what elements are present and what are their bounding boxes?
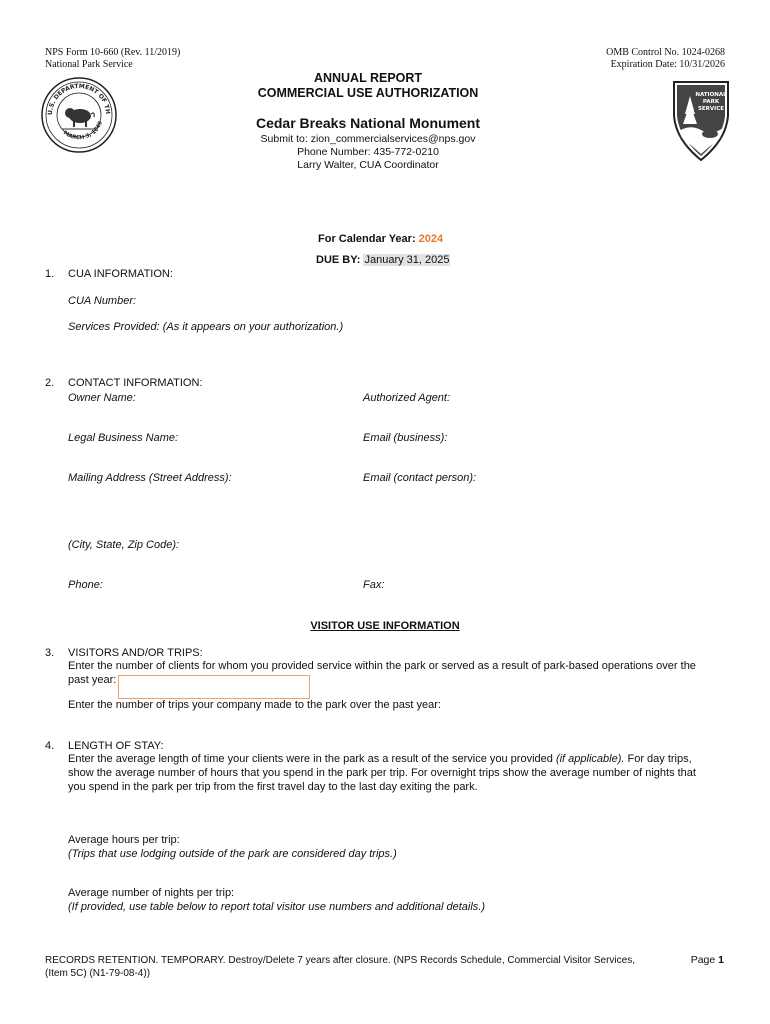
coordinator-name: Larry Walter, CUA Coordinator [297, 159, 439, 171]
average-hours-note: (Trips that use lodging outside of the park are considered day trips.) [68, 848, 397, 860]
expiration-date: Expiration Date: 10/31/2026 [610, 59, 725, 70]
park-name: Cedar Breaks National Monument [255, 115, 481, 131]
agency-name: National Park Service [45, 59, 133, 70]
email-contact-label: Email (contact person): [363, 472, 477, 484]
section-1-heading: CUA INFORMATION: [68, 268, 173, 280]
page-label: Page [690, 954, 719, 966]
nps-text-park: PARK [702, 99, 720, 105]
page-number-value: 1 [718, 954, 724, 966]
length-of-stay-line2: show the average number of hours that you spend in the park per trip. For overnight trips show the average number of nights that [68, 767, 696, 779]
calendar-year-value[interactable]: 2024 [418, 233, 444, 245]
owner-name-label: Owner Name: [68, 392, 136, 404]
authorized-agent-label: Authorized Agent: [363, 392, 451, 404]
visitors-instruction-line1: Enter the number of clients for whom you provided service within the park or served as a result of park-based operations over the [68, 660, 696, 672]
nps-text-service: SERVICE [697, 106, 725, 112]
omb-number: OMB Control No. 1024-0268 [606, 47, 725, 58]
mailing-address-label: Mailing Address (Street Address): [68, 472, 232, 484]
average-nights-label: Average number of nights per trip: [68, 887, 235, 899]
length-of-stay-line1-a: Enter the average length of time your clients were in the park as a result of the service you provided [68, 753, 556, 765]
email-business-label: Email (business): [363, 432, 448, 444]
clients-count-input[interactable] [118, 675, 310, 699]
seal-bottom-text: MARCH 3, 1849 [62, 120, 104, 142]
trips-instruction: Enter the number of trips your company made to the park over the past year: [68, 699, 441, 711]
records-retention-line2: (Item 5C) (N1-79-08-4)) [45, 968, 151, 979]
section-2-heading: CONTACT INFORMATION: [68, 377, 203, 389]
submit-email: Submit to: zion_commercialservices@nps.gov [260, 133, 476, 145]
page-number [691, 954, 724, 966]
section-3-heading: VISITORS AND/OR TRIPS: [68, 647, 203, 659]
doi-seal-icon [40, 76, 118, 154]
cua-number-label: CUA Number: [68, 295, 137, 307]
services-provided-label: Services Provided: (As it appears on your authorization.) [68, 321, 344, 333]
report-title: ANNUAL REPORT [313, 71, 423, 85]
section-4-number: 4. [45, 740, 55, 752]
section-1-number: 1. [45, 268, 55, 280]
due-date-label: DUE BY: [316, 254, 364, 266]
seal-top-text: U.S. DEPARTMENT OF TH [46, 82, 112, 116]
nps-arrowhead-icon [670, 76, 732, 162]
visitor-use-heading: VISITOR USE INFORMATION [310, 620, 460, 632]
calendar-year-label: For Calendar Year: [318, 233, 419, 245]
nps-text-national: NATIONAL [695, 92, 727, 98]
fax-label: Fax: [363, 579, 385, 591]
length-of-stay-line1 [68, 753, 692, 767]
section-2-number: 2. [45, 377, 55, 389]
phone-number: Phone Number: 435-772-0210 [297, 146, 439, 158]
due-date-row [316, 254, 450, 266]
average-nights-note: (If provided, use table below to report total visitor use numbers and additional details.) [68, 901, 486, 913]
form-id: NPS Form 10-660 (Rev. 11/2019) [45, 47, 181, 58]
section-4-heading: LENGTH OF STAY: [68, 740, 164, 752]
report-subtitle: COMMERCIAL USE AUTHORIZATION [257, 86, 479, 100]
legal-business-name-label: Legal Business Name: [68, 432, 179, 444]
due-date-value[interactable]: January 31, 2025 [364, 254, 450, 266]
length-of-stay-line1-b: (if applicable). [555, 753, 625, 765]
section-3-number: 3. [45, 647, 55, 659]
city-state-zip-label: (City, State, Zip Code): [68, 539, 180, 551]
length-of-stay-line3: you spend in the park per trip from the first travel day to the last day exiting the park. [68, 781, 478, 793]
records-retention-line1: RECORDS RETENTION. TEMPORARY. Destroy/Delete 7 years after closure. (NPS Records Schedule, Commercial Visitor Services, [45, 955, 635, 966]
length-of-stay-line1-c: For day trips, [624, 753, 692, 765]
phone-label: Phone: [68, 579, 103, 591]
visitors-instruction-line2: past year: [68, 674, 117, 686]
average-hours-label: Average hours per trip: [68, 834, 180, 846]
calendar-year-row [318, 233, 443, 245]
